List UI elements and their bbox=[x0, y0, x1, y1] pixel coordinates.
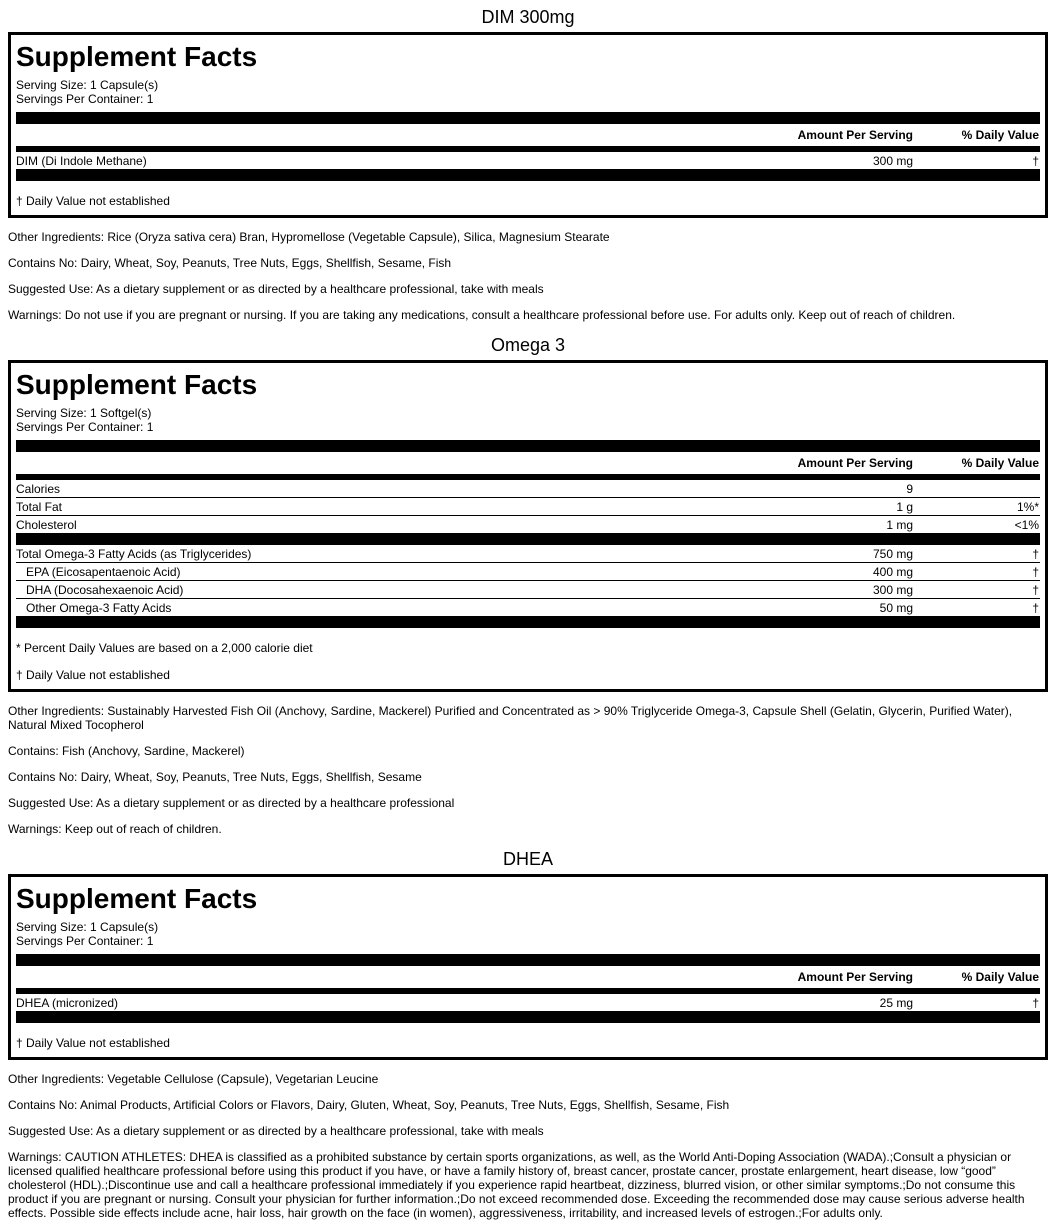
table-row bbox=[16, 599, 1040, 617]
servings-per-container: Servings Per Container: 1 bbox=[16, 92, 154, 106]
facts-heading: Supplement Facts bbox=[16, 883, 258, 914]
other-ingredients: Other Ingredients: Vegetable Cellulose (Capsule), Vegetarian Leucine bbox=[8, 1072, 379, 1086]
nutrient-name: Total Fat bbox=[16, 498, 713, 516]
divider-thick bbox=[16, 533, 1040, 545]
nutrient-amount: 1 g bbox=[713, 498, 914, 516]
nutrient-amount: 750 mg bbox=[713, 545, 914, 563]
header-daily-value: % Daily Value bbox=[961, 456, 1039, 470]
suggested-use: Suggested Use: As a dietary supplement or as directed by a healthcare professional bbox=[8, 796, 455, 810]
facts-table-rows bbox=[16, 480, 1040, 616]
serving-size: Serving Size: 1 Capsule(s) bbox=[16, 920, 159, 934]
nutrient-amount: 300 mg bbox=[713, 581, 914, 599]
contains-no: Contains No: Dairy, Wheat, Soy, Peanuts, Tree Nuts, Eggs, Shellfish, Sesame bbox=[8, 770, 422, 784]
nutrient-daily-value: † bbox=[1032, 996, 1039, 1010]
serving-size: Serving Size: 1 Capsule(s) bbox=[16, 78, 159, 92]
other-ingredients: Other Ingredients: Sustainably Harvested Fish Oil (Anchovy, Sardine, Mackerel) Purified and Concentrated as > 90% Triglyceride Omega-3, Capsule Shell (Gelatin, Glycerin, Purified Water), Natural Mixed Tocopherol bbox=[8, 704, 1013, 732]
footnote: † Daily Value not established bbox=[16, 194, 170, 208]
nutrient-amount: 1 mg bbox=[886, 518, 913, 532]
table-row bbox=[16, 581, 1040, 599]
table-row bbox=[16, 545, 1040, 563]
supplement-facts-panel bbox=[8, 360, 1048, 692]
nutrient-name: DIM (Di Indole Methane) bbox=[16, 154, 147, 168]
table-row bbox=[16, 152, 1040, 169]
nutrient-name: Other Omega-3 Fatty Acids bbox=[26, 601, 172, 615]
nutrient-daily-value bbox=[914, 480, 1040, 498]
divider-thick bbox=[16, 616, 1040, 628]
header-name-spacer bbox=[16, 966, 713, 988]
table-row bbox=[16, 516, 1040, 534]
header-amount: Amount Per Serving bbox=[797, 128, 913, 142]
header-name-spacer bbox=[16, 124, 713, 146]
nutrient-amount: 9 bbox=[713, 480, 914, 498]
nutrient-name: DHA (Docosahexaenoic Acid) bbox=[16, 581, 713, 599]
nutrient-amount: 400 mg bbox=[713, 563, 914, 581]
facts-table bbox=[16, 124, 1040, 146]
supplement-facts-panel bbox=[8, 32, 1048, 218]
divider-thick bbox=[16, 169, 1040, 181]
supplement-facts-panel bbox=[8, 874, 1048, 1060]
footnote: † Daily Value not established bbox=[16, 1036, 170, 1050]
nutrient-name: DHEA (micronized) bbox=[16, 996, 119, 1010]
product-omega-3 bbox=[8, 322, 1048, 836]
serving-size: Serving Size: 1 Softgel(s) bbox=[16, 406, 152, 420]
table-row bbox=[16, 994, 1040, 1011]
facts-heading: Supplement Facts bbox=[16, 369, 258, 400]
nutrient-daily-value: † bbox=[914, 563, 1040, 581]
header-daily-value: % Daily Value bbox=[961, 970, 1039, 984]
footnote: * Percent Daily Values are based on a 2,000 calorie diet bbox=[16, 641, 313, 655]
servings-per-container: Servings Per Container: 1 bbox=[16, 420, 154, 434]
suggested-use: Suggested Use: As a dietary supplement or as directed by a healthcare professional, take with meals bbox=[8, 1124, 544, 1138]
suggested-use: Suggested Use: As a dietary supplement or as directed by a healthcare professional, take with meals bbox=[8, 282, 544, 296]
table-header-row bbox=[16, 124, 1040, 146]
facts-table-rows bbox=[16, 994, 1040, 1011]
nutrient-daily-value: † bbox=[914, 581, 1040, 599]
facts-table bbox=[16, 452, 1040, 474]
other-ingredients: Other Ingredients: Rice (Oryza sativa cera) Bran, Hypromellose (Vegetable Capsule), Silica, Magnesium Stearate bbox=[8, 230, 610, 244]
product-dim bbox=[8, 0, 1048, 322]
table-row bbox=[16, 563, 1040, 581]
divider-thick bbox=[16, 440, 1040, 452]
nutrient-name: Total Omega-3 Fatty Acids (as Triglycerides) bbox=[16, 545, 713, 563]
nutrient-amount: 300 mg bbox=[872, 154, 913, 168]
table-row bbox=[16, 480, 1040, 498]
nutrient-amount: 25 mg bbox=[879, 996, 913, 1010]
header-daily-value: % Daily Value bbox=[961, 128, 1039, 142]
facts-table bbox=[16, 966, 1040, 988]
product-dhea bbox=[8, 836, 1048, 1220]
table-header-row bbox=[16, 452, 1040, 474]
servings-per-container: Servings Per Container: 1 bbox=[16, 934, 154, 948]
product-title: DHEA bbox=[502, 849, 553, 869]
divider-thick bbox=[16, 112, 1040, 124]
nutrient-daily-value: <1% bbox=[1014, 518, 1039, 532]
nutrient-name: Cholesterol bbox=[16, 518, 77, 532]
warnings: Warnings: Do not use if you are pregnant or nursing. If you are taking any medications, consult a healthcare professional before use. For adults only. Keep out of reach of children. bbox=[8, 308, 956, 322]
nutrient-daily-value: † bbox=[914, 545, 1040, 563]
facts-heading: Supplement Facts bbox=[16, 41, 258, 72]
contains: Contains: Fish (Anchovy, Sardine, Mackerel) bbox=[8, 744, 245, 758]
footnote: † Daily Value not established bbox=[16, 668, 170, 682]
contains-no: Contains No: Dairy, Wheat, Soy, Peanuts, Tree Nuts, Eggs, Shellfish, Sesame, Fish bbox=[8, 256, 452, 270]
nutrient-name: Calories bbox=[16, 480, 713, 498]
nutrient-daily-value: 1%* bbox=[914, 498, 1040, 516]
header-amount: Amount Per Serving bbox=[797, 970, 913, 984]
warnings: Warnings: CAUTION ATHLETES: DHEA is classified as a prohibited substance by certain sports organizations, as well, as the World Anti-Doping Association (WADA).;Consult a physician or licensed qualified healthcare professional before using this product if you have, or have a family history of, breast cancer, prostate cancer, prostate enlargement, heart disease, low “good” cholesterol (HDL).;Discontinue use and call a healthcare professional immediately if you experience rapid heartbeat, dizziness, blurred vision, or other similar symptoms.;Do not consume this product if you are pregnant or nursing. Consult your physician for further information.;Do not exceed recommended dose. Exceeding the recommended dose may cause serious adverse health effects. Possible side effects include acne, hair loss, hair growth on the face (in women), aggressiveness, irritability, and increased levels of estrogen.;For adults only. bbox=[8, 1150, 1025, 1220]
warnings: Warnings: Keep out of reach of children. bbox=[8, 822, 222, 836]
nutrient-daily-value: † bbox=[1032, 154, 1039, 168]
nutrient-name: EPA (Eicosapentaenoic Acid) bbox=[16, 563, 713, 581]
divider-thick bbox=[16, 1011, 1040, 1023]
nutrient-amount: 50 mg bbox=[879, 601, 913, 615]
divider-thick bbox=[16, 954, 1040, 966]
contains-no: Contains No: Animal Products, Artificial Colors or Flavors, Dairy, Gluten, Wheat, Soy, Peanuts, Tree Nuts, Eggs, Shellfish, Sesame, Fish bbox=[8, 1098, 730, 1112]
facts-table-rows bbox=[16, 152, 1040, 169]
nutrient-daily-value: † bbox=[1032, 601, 1039, 615]
table-header-row bbox=[16, 966, 1040, 988]
header-amount: Amount Per Serving bbox=[797, 456, 913, 470]
product-title: Omega 3 bbox=[490, 335, 566, 355]
table-row bbox=[16, 498, 1040, 516]
product-title: DIM 300mg bbox=[481, 7, 575, 27]
header-name-spacer bbox=[16, 452, 713, 474]
